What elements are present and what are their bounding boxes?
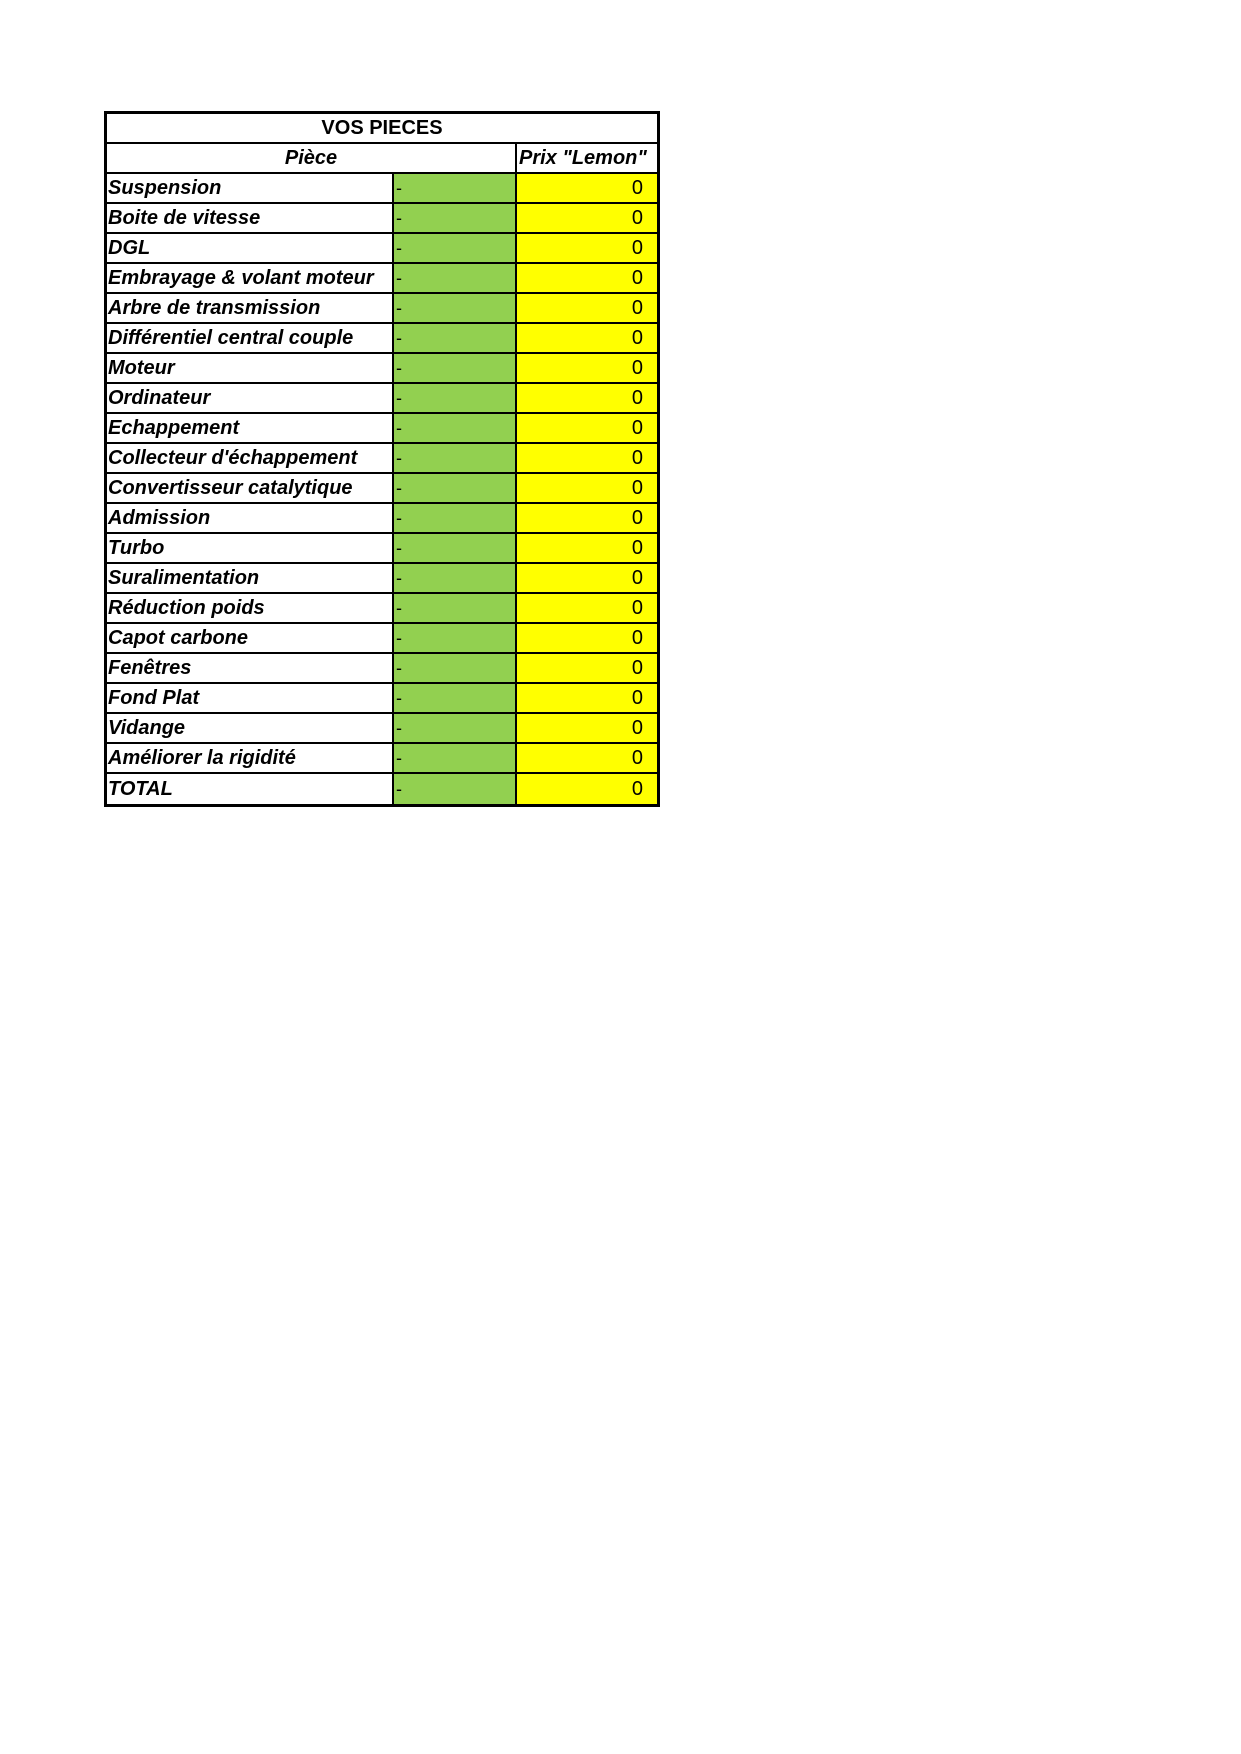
part-price-cell[interactable]: 0 bbox=[517, 684, 657, 712]
table-title-row bbox=[107, 114, 657, 144]
part-name-cell[interactable]: Arbre de transmission bbox=[107, 294, 394, 322]
part-name-cell[interactable]: Réduction poids bbox=[107, 594, 394, 622]
part-price-cell[interactable]: 0 bbox=[517, 594, 657, 622]
part-status-cell[interactable]: - bbox=[394, 294, 517, 322]
table-row bbox=[107, 234, 657, 264]
part-status-cell[interactable]: - bbox=[394, 624, 517, 652]
part-price-cell[interactable]: 0 bbox=[517, 654, 657, 682]
table-row bbox=[107, 624, 657, 654]
part-name-cell[interactable]: Echappement bbox=[107, 414, 394, 442]
table-row bbox=[107, 594, 657, 624]
table-row bbox=[107, 534, 657, 564]
part-name-cell[interactable]: Différentiel central couple bbox=[107, 324, 394, 352]
part-name-cell[interactable]: Fenêtres bbox=[107, 654, 394, 682]
part-status-cell[interactable]: - bbox=[394, 474, 517, 502]
part-status-cell[interactable]: - bbox=[394, 534, 517, 562]
part-name-cell[interactable]: Fond Plat bbox=[107, 684, 394, 712]
part-status-cell[interactable]: - bbox=[394, 234, 517, 262]
part-name-cell[interactable]: Améliorer la rigidité bbox=[107, 744, 394, 772]
header-price: Prix "Lemon" bbox=[519, 147, 647, 169]
part-status-cell[interactable]: - bbox=[394, 264, 517, 292]
table-row bbox=[107, 684, 657, 714]
part-name-cell[interactable]: Collecteur d'échappement bbox=[107, 444, 394, 472]
part-price-cell[interactable]: 0 bbox=[517, 354, 657, 382]
part-status-cell[interactable]: - bbox=[394, 384, 517, 412]
part-status-cell[interactable]: - bbox=[394, 354, 517, 382]
part-status-cell[interactable]: - bbox=[394, 714, 517, 742]
table-row bbox=[107, 714, 657, 744]
part-status-cell[interactable]: - bbox=[394, 204, 517, 232]
table-row bbox=[107, 384, 657, 414]
table-row bbox=[107, 354, 657, 384]
part-status-cell[interactable]: - bbox=[394, 504, 517, 532]
part-price-cell[interactable]: 0 bbox=[517, 714, 657, 742]
part-price-cell[interactable]: 0 bbox=[517, 204, 657, 232]
part-status-cell[interactable]: - bbox=[394, 594, 517, 622]
table-row bbox=[107, 564, 657, 594]
part-price-cell[interactable]: 0 bbox=[517, 414, 657, 442]
table-row bbox=[107, 444, 657, 474]
part-name-cell[interactable]: Capot carbone bbox=[107, 624, 394, 652]
part-price-cell[interactable]: 0 bbox=[517, 564, 657, 592]
part-name-cell[interactable]: Ordinateur bbox=[107, 384, 394, 412]
table-row bbox=[107, 414, 657, 444]
part-name-cell[interactable]: Turbo bbox=[107, 534, 394, 562]
part-name-cell[interactable]: Boite de vitesse bbox=[107, 204, 394, 232]
part-price-cell[interactable]: 0 bbox=[517, 294, 657, 322]
part-status-cell[interactable]: - bbox=[394, 774, 517, 804]
part-price-cell[interactable]: 0 bbox=[517, 384, 657, 412]
table-row bbox=[107, 474, 657, 504]
part-name-cell[interactable]: TOTAL bbox=[107, 774, 394, 804]
part-status-cell[interactable]: - bbox=[394, 654, 517, 682]
table-row bbox=[107, 774, 657, 804]
table-row bbox=[107, 174, 657, 204]
part-name-cell[interactable]: Suralimentation bbox=[107, 564, 394, 592]
part-price-cell[interactable]: 0 bbox=[517, 624, 657, 652]
table-row bbox=[107, 204, 657, 234]
part-name-cell[interactable]: Convertisseur catalytique bbox=[107, 474, 394, 502]
part-status-cell[interactable]: - bbox=[394, 174, 517, 202]
part-name-cell[interactable]: Admission bbox=[107, 504, 394, 532]
table-header-row bbox=[107, 144, 657, 174]
table-row bbox=[107, 744, 657, 774]
table-row bbox=[107, 264, 657, 294]
table-row bbox=[107, 654, 657, 684]
part-price-cell[interactable]: 0 bbox=[517, 534, 657, 562]
part-price-cell[interactable]: 0 bbox=[517, 744, 657, 772]
part-status-cell[interactable]: - bbox=[394, 414, 517, 442]
part-name-cell[interactable]: Moteur bbox=[107, 354, 394, 382]
part-price-cell[interactable]: 0 bbox=[517, 774, 657, 804]
part-price-cell[interactable]: 0 bbox=[517, 174, 657, 202]
part-name-cell[interactable]: Vidange bbox=[107, 714, 394, 742]
part-name-cell[interactable]: DGL bbox=[107, 234, 394, 262]
part-name-cell[interactable]: Suspension bbox=[107, 174, 394, 202]
part-name-cell[interactable]: Embrayage & volant moteur bbox=[107, 264, 394, 292]
part-price-cell[interactable]: 0 bbox=[517, 234, 657, 262]
part-status-cell[interactable]: - bbox=[394, 684, 517, 712]
table-row bbox=[107, 324, 657, 354]
part-status-cell[interactable]: - bbox=[394, 564, 517, 592]
part-price-cell[interactable]: 0 bbox=[517, 264, 657, 292]
part-price-cell[interactable]: 0 bbox=[517, 444, 657, 472]
part-status-cell[interactable]: - bbox=[394, 744, 517, 772]
part-status-cell[interactable]: - bbox=[394, 324, 517, 352]
part-price-cell[interactable]: 0 bbox=[517, 504, 657, 532]
part-price-cell[interactable]: 0 bbox=[517, 324, 657, 352]
table-row bbox=[107, 504, 657, 534]
table-title: VOS PIECES bbox=[321, 117, 443, 139]
part-price-cell[interactable]: 0 bbox=[517, 474, 657, 502]
header-piece: Pièce bbox=[107, 144, 517, 172]
part-status-cell[interactable]: - bbox=[394, 444, 517, 472]
table-row bbox=[107, 294, 657, 324]
parts-table bbox=[104, 111, 660, 807]
